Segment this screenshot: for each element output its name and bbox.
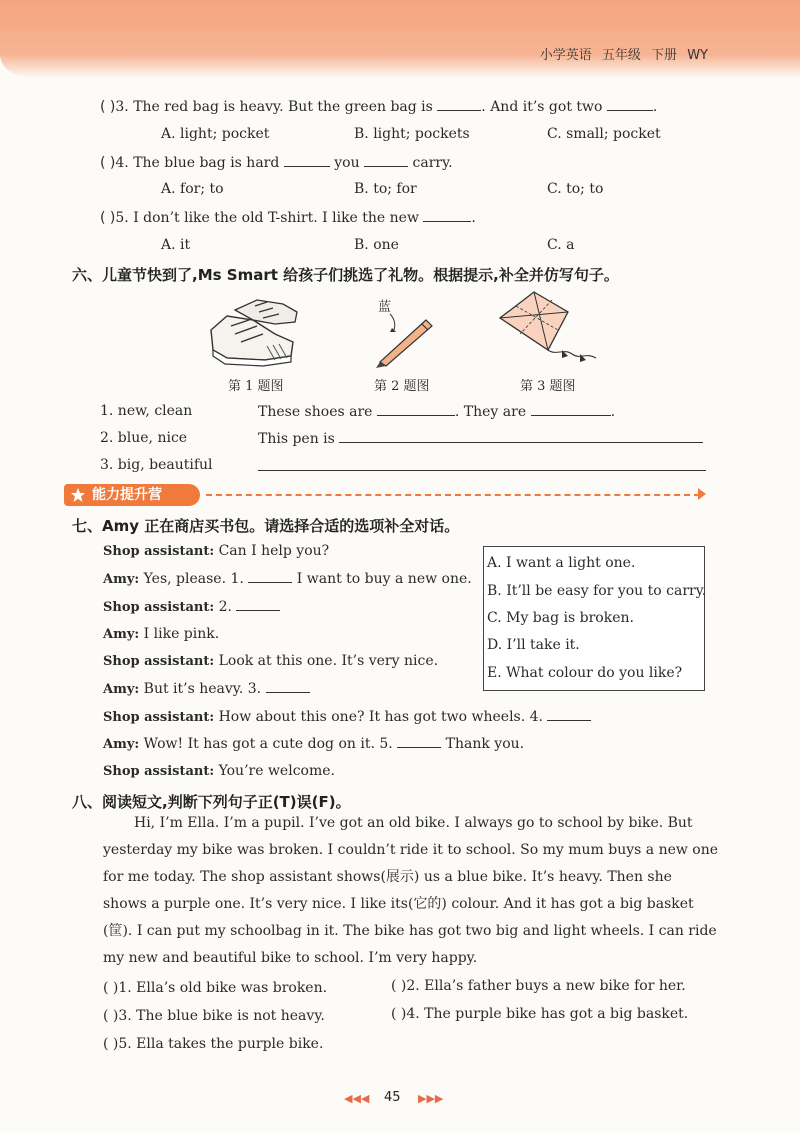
question-number: 5. <box>115 210 129 226</box>
answer-blank[interactable] <box>531 403 611 416</box>
passage-line: shows a purple one. It’s very nice. I like its(它的) colour. And it has got a big basket <box>103 896 694 912</box>
prev-arrows-icon: ◀◀◀ <box>344 1092 370 1105</box>
header-band <box>0 0 800 78</box>
sentence-2 <box>258 430 703 447</box>
passage-line: for me today. The shop assistant shows(展示) us a blue bike. It’s heavy. Then she <box>103 869 672 885</box>
answer-blank[interactable] <box>377 403 455 416</box>
dialogue-line <box>103 570 472 587</box>
sentence-1 <box>258 403 615 420</box>
question-5 <box>100 209 476 226</box>
option-c: C. to; to <box>547 181 604 197</box>
sentence-text: . <box>610 404 616 420</box>
question-stem: The red bag is heavy. But the green bag is <box>133 99 433 115</box>
image-caption: 第 2 题图 <box>374 379 430 394</box>
utterance: But it’s heavy. 3. <box>143 681 262 697</box>
answer-blank[interactable] <box>397 735 441 748</box>
answer-blank[interactable] <box>266 680 310 693</box>
answer-blank[interactable] <box>423 209 471 222</box>
utterance: Yes, please. 1. <box>143 571 244 587</box>
passage-line: yesterday my bike was broken. I couldn’t ride it to school. So my mum buys a new one <box>103 842 719 858</box>
star-icon <box>70 487 86 503</box>
section-6-title: 六、儿童节快到了,Ms Smart 给孩子们挑选了礼物。根据提示,补全并仿写句子。 <box>72 266 619 284</box>
passage-line: (筐). I can put my schoolbag in it. The bike has got two big and light wheels. I can ride <box>103 923 717 939</box>
option-c: C. small; pocket <box>547 126 661 142</box>
speaker: Shop assistant: <box>103 544 215 559</box>
answer-blank[interactable] <box>607 98 653 111</box>
question-stem: . And it’s got two <box>481 99 603 115</box>
utterance: 2. <box>218 599 232 615</box>
question-4 <box>100 154 453 171</box>
answer-paren[interactable]: ( ) <box>100 210 116 226</box>
option-a: A. for; to <box>161 181 224 197</box>
speaker: Amy: <box>103 737 140 752</box>
option-a: A. light; pocket <box>161 126 270 142</box>
option-b: B. It’ll be easy for you to carry. <box>487 583 707 599</box>
tf-statement[interactable]: ( )4. The purple bike has got a big basket. <box>391 1006 689 1022</box>
passage-line: Hi, I’m Ella. I’m a pupil. I’ve got an old bike. I always go to school by bike. But <box>134 815 693 831</box>
dialogue-line <box>103 653 438 669</box>
question-stem: . <box>471 210 476 226</box>
image-caption: 第 3 题图 <box>520 379 576 394</box>
pen-hint: 蓝 <box>378 300 392 315</box>
answer-paren[interactable]: ( ) <box>100 99 116 115</box>
speaker: Amy: <box>103 572 140 587</box>
section-7-title: 七、Amy 正在商店买书包。请选择合适的选项补全对话。 <box>72 517 460 535</box>
question-stem: you <box>334 155 360 171</box>
utterance: Wow! It has got a cute dog on it. 5. <box>143 736 393 752</box>
utterance: Thank you. <box>445 736 525 752</box>
dialogue-line <box>103 763 335 779</box>
hint-2: 2. blue, nice <box>100 430 188 446</box>
arrow-icon <box>698 488 706 500</box>
divider <box>206 494 700 496</box>
tf-statement[interactable]: ( )1. Ella’s old bike was broken. <box>103 980 328 996</box>
ability-banner <box>64 484 200 506</box>
answer-blank[interactable] <box>547 708 591 721</box>
utterance: You’re welcome. <box>218 763 335 779</box>
answer-blank[interactable] <box>248 570 292 583</box>
option-c: C. My bag is broken. <box>487 610 634 626</box>
question-number: 4. <box>115 155 129 171</box>
answer-line[interactable] <box>258 458 706 471</box>
answer-blank[interactable] <box>284 154 330 167</box>
sentence-text: . They are <box>454 404 527 420</box>
option-a: A. I want a light one. <box>487 555 636 571</box>
answer-paren[interactable]: ( ) <box>100 155 116 171</box>
question-stem: . <box>652 99 658 115</box>
hint-1: 1. new, clean <box>100 403 193 419</box>
hint-3: 3. big, beautiful <box>100 457 213 473</box>
utterance: I want to buy a new one. <box>296 571 472 587</box>
tf-statement[interactable]: ( )3. The blue bike is not heavy. <box>103 1008 325 1024</box>
question-3 <box>100 98 657 115</box>
speaker: Shop assistant: <box>103 654 215 669</box>
utterance: Look at this one. It’s very nice. <box>218 653 439 669</box>
dialogue-line <box>103 626 219 642</box>
shoes-icon <box>205 290 301 370</box>
option-b: B. to; for <box>354 181 417 197</box>
question-stem: carry. <box>412 155 453 171</box>
speaker: Amy: <box>103 682 140 697</box>
option-b: B. light; pockets <box>354 126 470 142</box>
options-box <box>483 546 705 691</box>
speaker: Shop assistant: <box>103 764 215 779</box>
page-header: 小学英语 五年级 下册 WY <box>539 48 708 63</box>
section-8-title: 八、阅读短文,判断下列句子正(T)误(F)。 <box>72 793 351 811</box>
option-b: B. one <box>354 237 399 253</box>
option-e: E. What colour do you like? <box>487 665 683 681</box>
answer-blank[interactable] <box>339 430 703 443</box>
sentence-text: These shoes are <box>258 404 373 420</box>
option-c: C. a <box>547 237 575 253</box>
kite-icon <box>496 290 604 370</box>
speaker: Shop assistant: <box>103 710 215 725</box>
utterance: I like pink. <box>143 626 220 642</box>
dialogue-line <box>103 680 310 697</box>
pen-icon <box>370 312 440 368</box>
option-a: A. it <box>161 237 191 253</box>
dialogue-line <box>103 598 280 615</box>
speaker: Shop assistant: <box>103 600 215 615</box>
utterance: How about this one? It has got two wheels. 4. <box>218 709 543 725</box>
speaker: Amy: <box>103 627 140 642</box>
answer-blank[interactable] <box>437 98 481 111</box>
option-d: D. I’ll take it. <box>487 637 580 653</box>
answer-blank[interactable] <box>236 598 280 611</box>
question-stem: The blue bag is hard <box>133 155 280 171</box>
answer-blank[interactable] <box>364 154 408 167</box>
banner-label: 能力提升营 <box>92 487 162 503</box>
dialogue-line <box>103 735 524 752</box>
question-stem: I don’t like the old T-shirt. I like the new <box>133 210 419 226</box>
page-number: 45 <box>384 1090 401 1105</box>
passage-line: my new and beautiful bike to school. I’m very happy. <box>103 950 478 966</box>
dialogue-line <box>103 708 591 725</box>
next-arrows-icon: ▶▶▶ <box>418 1092 444 1105</box>
question-number: 3. <box>115 99 129 115</box>
sentence-text: This pen is <box>258 431 335 447</box>
tf-statement[interactable]: ( )5. Ella takes the purple bike. <box>103 1036 324 1052</box>
dialogue-line <box>103 543 329 559</box>
tf-statement[interactable]: ( )2. Ella’s father buys a new bike for her. <box>391 978 686 994</box>
image-caption: 第 1 题图 <box>228 379 284 394</box>
utterance: Can I help you? <box>218 543 330 559</box>
